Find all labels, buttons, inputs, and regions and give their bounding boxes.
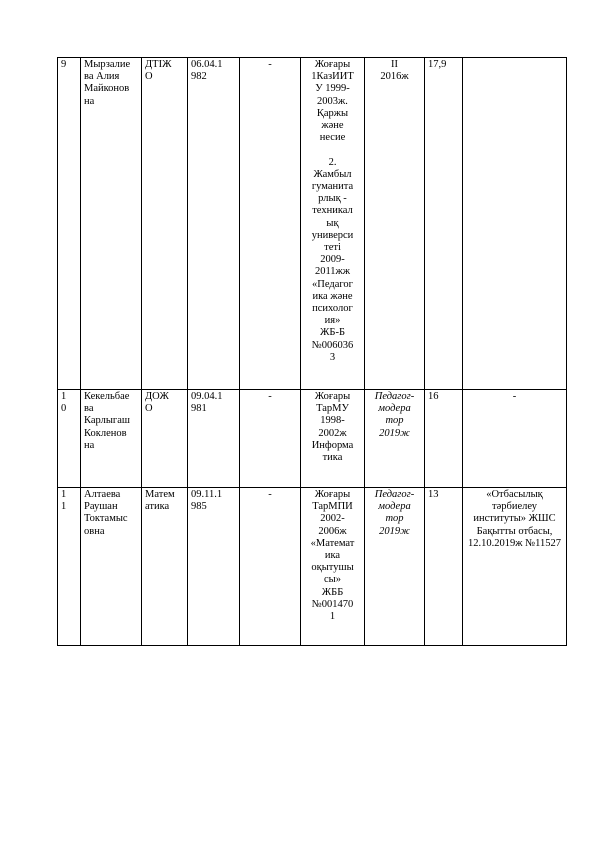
- table-row: [58, 390, 567, 488]
- subject: Матем атика: [142, 488, 188, 646]
- category: II 2016ж: [365, 58, 425, 390]
- category: Педагог- модера тор 2019ж: [365, 488, 425, 646]
- birth-date: 09.04.1 981: [188, 390, 240, 488]
- empty-value: -: [240, 390, 301, 488]
- category: Педагог- модера тор 2019ж: [365, 390, 425, 488]
- empty-value: -: [240, 58, 301, 390]
- row-number: 9: [58, 58, 81, 390]
- table-row: [58, 58, 567, 390]
- course: [463, 58, 567, 390]
- subject: ДОЖ О: [142, 390, 188, 488]
- teacher-name: Алтаева Раушан Токтамыс овна: [81, 488, 142, 646]
- subject: ДТІЖ О: [142, 58, 188, 390]
- teacher-name: Кекельбае ва Карлыгаш Кокленов на: [81, 390, 142, 488]
- experience: 17,9: [425, 58, 463, 390]
- course: -: [463, 390, 567, 488]
- education: Жоғары ТарМУ 1998- 2002ж Информа тика: [301, 390, 365, 488]
- empty-value: -: [240, 488, 301, 646]
- table-row: [58, 488, 567, 646]
- education: Жоғары 1КазИИТ У 1999- 2003ж. Қаржы және несие 2. Жамбыл гуманита рлық - техникал ық универси теті 2009- 2011жж «Педагог ика және психолог ия» ЖБ-Б №006036 3: [301, 58, 365, 390]
- experience: 16: [425, 390, 463, 488]
- row-number: 1 1: [58, 488, 81, 646]
- staff-table: [57, 57, 567, 646]
- education: Жоғары ТарМПИ 2002- 2006ж «Математ ика оқытушы сы» ЖББ №001470 1: [301, 488, 365, 646]
- teacher-name: Мырзалие ва Алия Майконов на: [81, 58, 142, 390]
- row-number: 1 0: [58, 390, 81, 488]
- experience: 13: [425, 488, 463, 646]
- course: «Отбасылық тәрбиелеу институты» ЖШС Бақытты отбасы, 12.10.2019ж №11527: [463, 488, 567, 646]
- birth-date: 09.11.1 985: [188, 488, 240, 646]
- birth-date: 06.04.1 982: [188, 58, 240, 390]
